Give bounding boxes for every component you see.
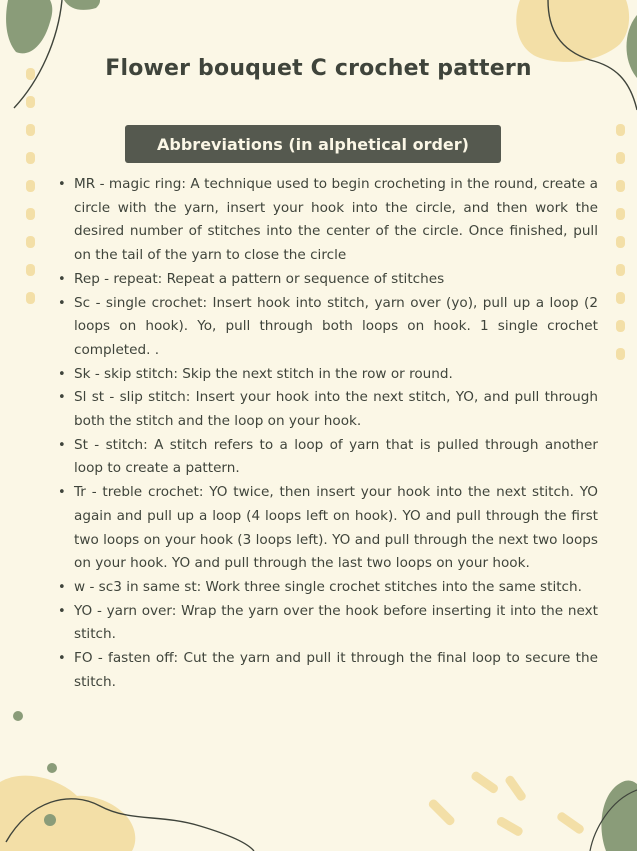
list-item-text: Rep - repeat: Repeat a pattern or sequence of stitches: [74, 270, 445, 287]
list-item: [58, 363, 598, 387]
sage-dot-left: [13, 711, 23, 721]
sand-strokes-bottom-right: [427, 770, 585, 837]
list-item-text: St - stitch: A stitch refers to a loop of yarn that is pulled through another loop to create a pattern.: [74, 436, 598, 477]
list-item-text: FO - fasten off: Cut the yarn and pull it through the final loop to secure the stitch.: [74, 650, 598, 690]
abbreviations-banner: Abbreviations (in alphetical order): [125, 125, 501, 163]
list-item-text: w - sc3 in same st: Work three single crochet stitches into the same stitch.: [74, 578, 582, 595]
dots-left: [26, 68, 35, 304]
bullet-icon: •: [58, 271, 66, 287]
sage-dot-bottom: [47, 763, 57, 773]
leaf-top-left-2: [64, 0, 100, 10]
bullet-icon: •: [58, 485, 66, 501]
list-item: [58, 600, 598, 647]
list-item-text: YO - yarn over: Wrap the yarn over the hook before inserting it into the next stitch.: [74, 602, 598, 643]
page-title: Flower bouquet C crochet pattern: [105, 56, 532, 81]
abbreviations-list: [58, 173, 598, 694]
leaf-bottom-right: [601, 781, 637, 851]
list-item-text: Sk - skip stitch: Skip the next stitch in the row or round.: [74, 365, 453, 382]
bullet-icon: •: [58, 295, 66, 311]
bullet-icon: •: [58, 579, 66, 595]
bullet-icon: •: [58, 437, 66, 453]
list-item-text: Tr - treble crochet: YO twice, then insert your hook into the next stitch. YO again and pull up a loop (4 loops left on hook). YO and pull through the first two loops on your hook (3 loops left). YO and pull through the next two loops on your hook. YO and pull through the last two loops on your hook.: [74, 484, 598, 572]
list-item: [58, 481, 598, 576]
list-item: [58, 576, 598, 600]
list-item: [58, 292, 598, 363]
list-item: [58, 173, 598, 268]
list-item-text: Sc - single crochet: Insert hook into stitch, yarn over (yo), pull up a loop (2 loops on hook). Yo, pull through both loops on hook. 1 single crochet completed. .: [74, 294, 598, 358]
bullet-icon: •: [58, 366, 66, 382]
bullet-icon: •: [58, 651, 66, 667]
bullet-icon: •: [58, 177, 66, 192]
sage-dot-bottom-2: [44, 814, 56, 826]
list-item: [58, 647, 598, 694]
leaf-top-left: [6, 0, 52, 53]
list-item: [58, 386, 598, 433]
bullet-icon: •: [58, 390, 66, 406]
list-item: [58, 268, 598, 292]
list-item: [58, 434, 598, 481]
list-item-text: Sl st - slip stitch: Insert your hook into the next stitch, YO, and pull through both the stitch and the loop on your hook.: [74, 389, 598, 430]
list-item-text: MR - magic ring: A technique used to begin crocheting in the round, create a circle with the yarn, insert your hook into the circle, and then work the desired number of stitches into the center of the circle. Once finished, pull on the tail of the yarn to close the circle: [74, 176, 598, 264]
dots-right: [616, 124, 625, 360]
bullet-icon: •: [58, 603, 66, 619]
